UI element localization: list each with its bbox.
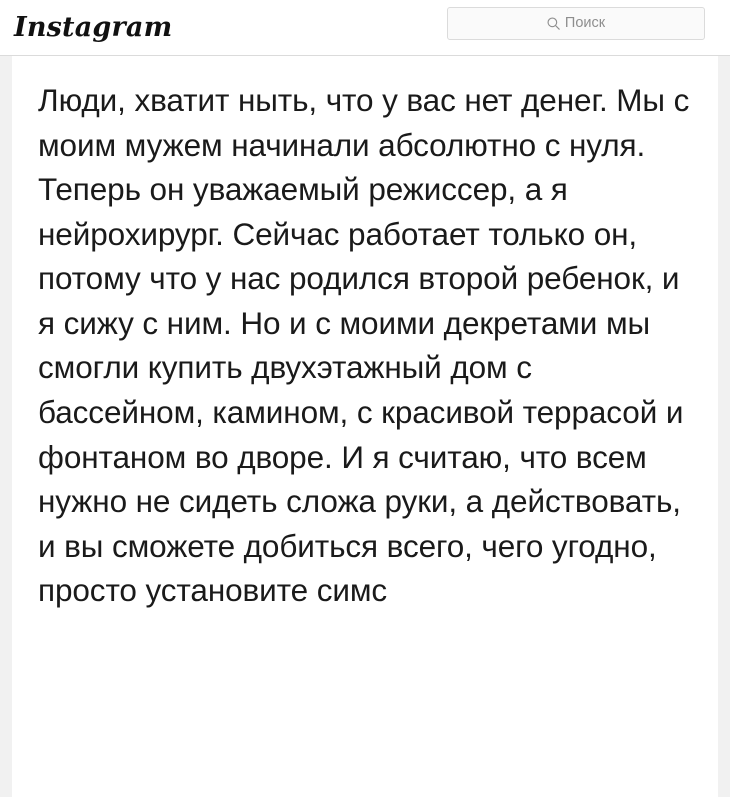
top-navigation-bar: [0, 0, 730, 56]
search-icon: [547, 17, 560, 30]
post-text: Люди, хватит ныть, что у вас нет денег. Мы с моим мужем начинали абсолютно с нуля. Теперь он уважаемый режиссер, а я нейрохирург. Сейчас работает только он, потому что у нас родился второй ребенок, и я сижу с ним. Но и с моими декретами мы смогли купить двухэтажный дом с бассейном, камином, с красивой террасой и фонтаном во дворе. И я считаю, что всем нужно не сидеть сложа руки, а действовать, и вы сможете добиться всего, чего угодно, просто установите симс: [38, 82, 698, 609]
post-card: [12, 56, 718, 797]
search-placeholder-text: Поиск: [564, 15, 606, 32]
right-gutter: [718, 56, 730, 797]
left-gutter: [0, 56, 12, 797]
instagram-logo[interactable]: Instagram: [14, 12, 173, 43]
search-input[interactable]: [447, 7, 705, 40]
search-input-content: [547, 16, 605, 31]
